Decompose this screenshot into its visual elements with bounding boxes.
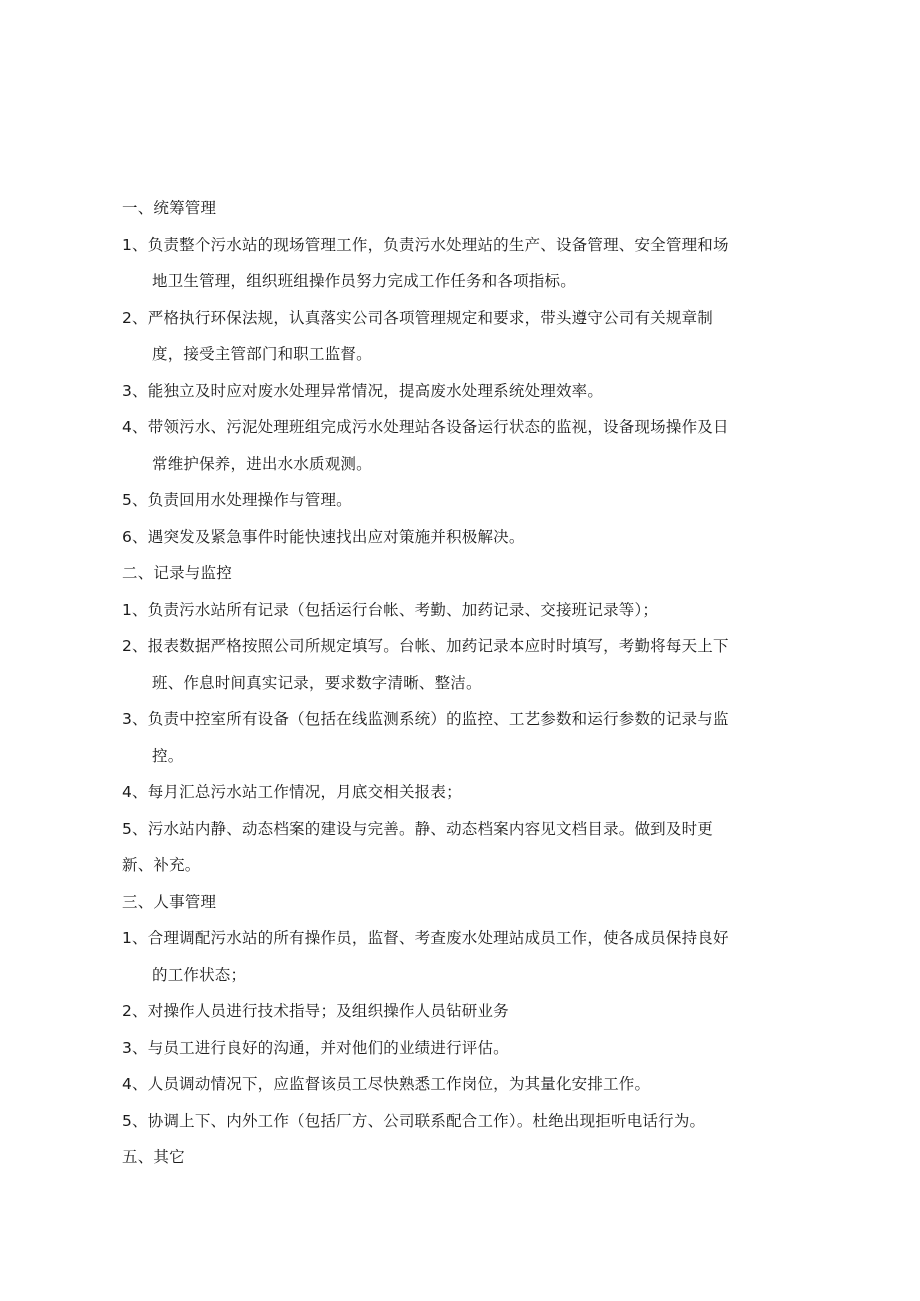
- document-body: [122, 190, 802, 1176]
- section-heading: 二、记录与监控: [122, 564, 232, 582]
- list-item: 4、人员调动情况下，应监督该员工尽快熟悉工作岗位，为其量化安排工作。: [122, 1075, 651, 1093]
- section-heading: 五、其它: [122, 1148, 185, 1166]
- section-heading: 一、统筹管理: [122, 199, 217, 217]
- list-item: 5、污水站内静、动态档案的建设与完善。静、动态档案内容见文档目录。做到及时更: [122, 819, 713, 838]
- list-item: 5、协调上下、内外工作（包括厂方、公司联系配合工作）。杜绝出现拒听电话行为。: [122, 1111, 706, 1130]
- list-item: 4、每月汇总污水站工作情况，月底交相关报表；: [122, 783, 462, 801]
- list-item: 2、对操作人员进行技术指导；及组织操作人员钻研业务: [122, 1002, 509, 1020]
- list-item-continuation: 新、补充。: [122, 856, 201, 874]
- list-item: 5、负责回用水处理操作与管理。: [122, 491, 352, 509]
- list-item: 3、负责中控室所有设备（包括在线监测系统）的监控、工艺参数和运行参数的记录与监: [122, 710, 729, 728]
- list-item-continuation: 的工作状态；: [152, 965, 247, 984]
- list-item-continuation: 地卫生管理，组织班组操作员努力完成工作任务和各项指标。: [152, 272, 576, 290]
- list-item: 2、严格执行环保法规，认真落实公司各项管理规定和要求，带头遵守公司有关规章制: [122, 308, 713, 327]
- list-item: 2、报表数据严格按照公司所规定填写。台帐、加药记录本应时时填写，考勤将每天上下: [122, 637, 729, 655]
- list-item-continuation: 度，接受主管部门和职工监督。: [152, 345, 372, 363]
- list-item: 6、遇突发及紧急事件时能快速找出应对策施并积极解决。: [122, 527, 525, 546]
- section-heading: 三、人事管理: [122, 892, 217, 911]
- list-item-continuation: 控。: [152, 746, 184, 765]
- list-item-continuation: 班、作息时间真实记录，要求数字清晰、整洁。: [152, 673, 482, 692]
- list-item: 3、能独立及时应对废水处理异常情况，提高废水处理系统处理效率。: [122, 381, 604, 400]
- list-item: 1、负责整个污水站的现场管理工作，负责污水处理站的生产、设备管理、安全管理和场: [122, 235, 729, 254]
- list-item: 3、与员工进行良好的沟通，并对他们的业绩进行评估。: [122, 1038, 509, 1057]
- list-item: 1、负责污水站所有记录（包括运行台帐、考勤、加药记录、交接班记录等）；: [122, 600, 659, 619]
- list-item: 1、合理调配污水站的所有操作员，监督、考查废水处理站成员工作，使各成员保持良好: [122, 929, 729, 947]
- list-item-continuation: 常维护保养，进出水水质观测。: [152, 454, 372, 473]
- list-item: 4、带领污水、污泥处理班组完成污水处理站各设备运行状态的监视，设备现场操作及日: [122, 418, 729, 436]
